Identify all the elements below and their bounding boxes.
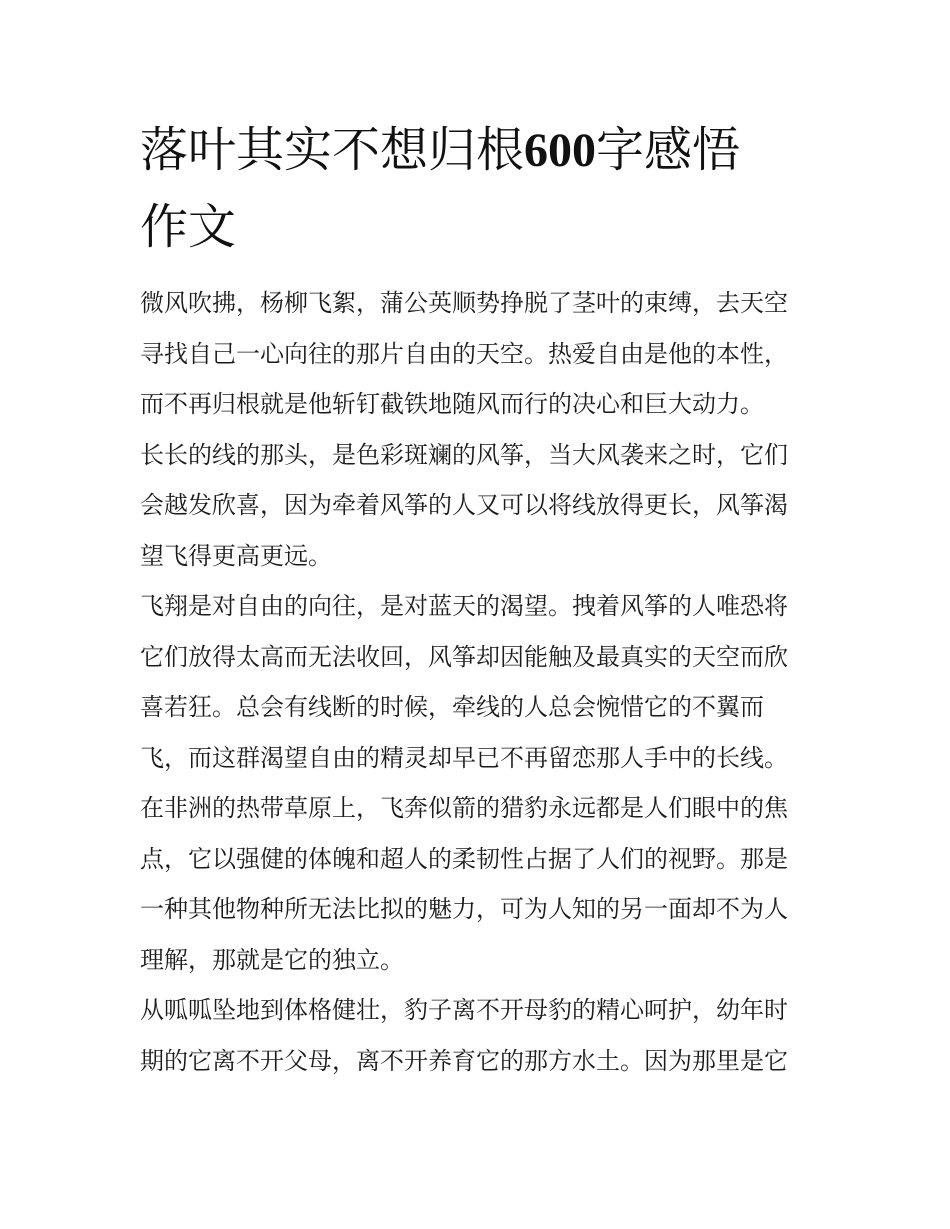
paragraph-line: 一种其他物种所无法比拟的魅力，可为人知的另一面却不为人 bbox=[140, 895, 788, 923]
paragraph-line: 从呱呱坠地到体格健壮，豹子离不开母豹的精心呵护，幼年时 bbox=[140, 996, 788, 1024]
title-number: 600 bbox=[524, 124, 597, 177]
article-body bbox=[140, 278, 816, 1086]
paragraph-line: 点，它以强健的体魄和超人的柔韧性占据了人们的视野。那是 bbox=[140, 844, 788, 873]
paragraph-line: 望飞得更高更远。 bbox=[140, 541, 332, 570]
paragraph-1 bbox=[140, 278, 816, 430]
paragraph-line: 喜若狂。总会有线断的时候，牵线的人总会惋惜它的不翼而 bbox=[140, 693, 764, 721]
paragraph-line: 而不再归根就是他斩钉截铁地随风而行的决心和巨大动力。 bbox=[140, 390, 764, 418]
paragraph-line: 理解，那就是它的独立。 bbox=[140, 945, 404, 974]
title-text-part1: 落叶其实不想归根 bbox=[140, 122, 525, 178]
title-text-part2: 字感悟 bbox=[596, 122, 741, 178]
paragraph-3 bbox=[140, 581, 816, 783]
paragraph-line: 寻找自己一心向往的那片自由的天空。热爱自由是他的本性， bbox=[140, 339, 788, 368]
paragraph-line: 它们放得太高而无法收回，风筝却因能触及最真实的天空而欣 bbox=[140, 642, 788, 671]
paragraph-2 bbox=[140, 430, 816, 582]
page-title bbox=[140, 112, 820, 265]
paragraph-line: 在非洲的热带草原上，飞奔似箭的猎豹永远都是人们眼中的焦 bbox=[140, 794, 788, 822]
paragraph-line: 飞，而这群渴望自由的精灵却早已不再留恋那人手中的长线。 bbox=[140, 743, 788, 772]
paragraph-line: 长长的线的那头，是色彩斑斓的风筝，当大风袭来之时，它们 bbox=[140, 440, 788, 469]
paragraph-4 bbox=[140, 783, 816, 985]
title-text-line2: 作文 bbox=[140, 199, 237, 255]
paragraph-line: 飞翔是对自由的向往，是对蓝天的渴望。拽着风筝的人唯恐将 bbox=[140, 592, 788, 620]
paragraph-line: 会越发欣喜，因为牵着风筝的人又可以将线放得更长，风筝渴 bbox=[140, 491, 788, 519]
paragraph-5 bbox=[140, 985, 816, 1086]
paragraph-line: 微风吹拂，杨柳飞絮，蒲公英顺势挣脱了茎叶的束缚，去天空 bbox=[140, 289, 788, 317]
paragraph-line: 期的它离不开父母，离不开养育它的那方水土。因为那里是它 bbox=[140, 1046, 788, 1075]
